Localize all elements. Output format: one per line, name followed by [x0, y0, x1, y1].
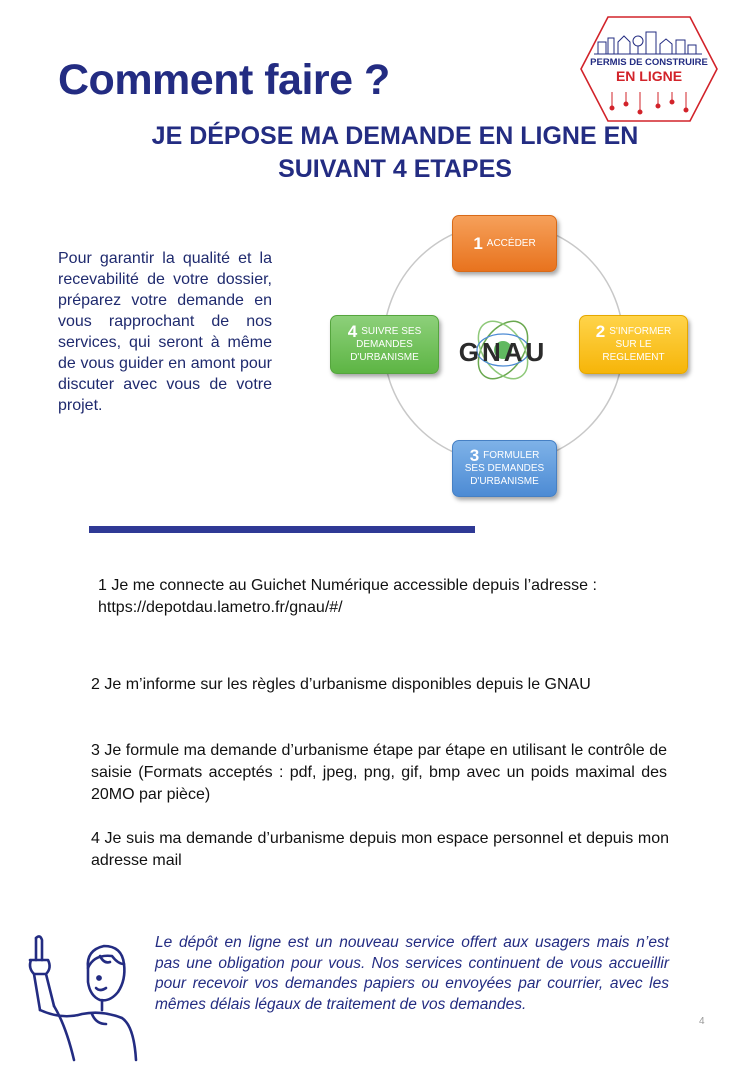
step-4-text: 4 Je suis ma demande d’urbanisme depuis mon espace personnel et depuis mon adresse mail [91, 830, 669, 869]
step-number: 3 [469, 446, 480, 465]
step-box-sinformer [579, 315, 688, 374]
step-label: DEMANDES [356, 339, 413, 350]
person-pointing-illustration [22, 930, 142, 1065]
subtitle-line-1: JE DÉPOSE MA DEMANDE EN LIGNE EN [151, 122, 639, 150]
section-divider [89, 526, 475, 533]
step-number: 1 [473, 234, 483, 253]
person-icon [22, 930, 142, 1065]
step-box-formuler [452, 440, 557, 497]
step-3-text: 3 Je formule ma demande d’urbanisme étape par étape en utilisant le contrôle de saisie (Formats acceptés : pdf, jpeg, png, gif, bmp avec un poids maximal des 20MO par pièce) [91, 742, 667, 803]
step-box-acceder [452, 215, 557, 272]
step-1-text [98, 575, 658, 619]
step-2-text: 2 Je m’informe sur les règles d’urbanisme disponibles depuis le GNAU [91, 676, 591, 693]
step-label: SES DEMANDES [464, 463, 545, 474]
logo-line-1: PERMIS DE CONSTRUIRE [590, 57, 708, 68]
step-label: REGLEMENT [602, 352, 665, 363]
gnau-label: GNAU [458, 337, 548, 367]
step-label: S'INFORMER [609, 326, 672, 337]
step-label: SUR LE [615, 339, 652, 350]
step-number: 2 [595, 322, 606, 341]
step-box-suivre [330, 315, 439, 374]
subtitle-line-2: SUIVANT 4 ETAPES [278, 155, 512, 183]
step-label: D'URBANISME [470, 476, 539, 487]
page-title: Comment faire ? [58, 56, 390, 104]
logo-line-2: EN LIGNE [615, 68, 683, 84]
step-number: 4 [347, 322, 358, 341]
gnau-logo [448, 315, 558, 385]
step-label: ACCÉDER [486, 238, 536, 249]
gnau-url-text: https://depotdau.lametro.fr/gnau/#/ [98, 599, 343, 616]
info-note: Le dépôt en ligne est un nouveau service offert aux usagers mais n’est pas une obligation pour vous. Nos services continuent de vous accueillir pour recevoir vos demandes papiers ou envoyées par courrier, avec les mêmes délais légaux de traitement de vos demandes. [155, 934, 669, 1013]
step-label: SUIVRE SES [361, 326, 422, 337]
permis-en-ligne-logo [578, 14, 720, 124]
step-label: D'URBANISME [350, 352, 419, 363]
subtitle [100, 120, 690, 186]
step-label: FORMULER [483, 450, 540, 461]
page-number: 4 [699, 1016, 705, 1027]
intro-paragraph: Pour garantir la qualité et la recevabilité de votre dossier, préparez votre demande en vous rapprochant de nos services, qui seront à même de vous guider en amont pour discuter avec vous de votre projet. [58, 250, 272, 414]
step-1-line: 1 Je me connecte au Guichet Numérique accessible depuis l’adresse : [98, 577, 597, 594]
